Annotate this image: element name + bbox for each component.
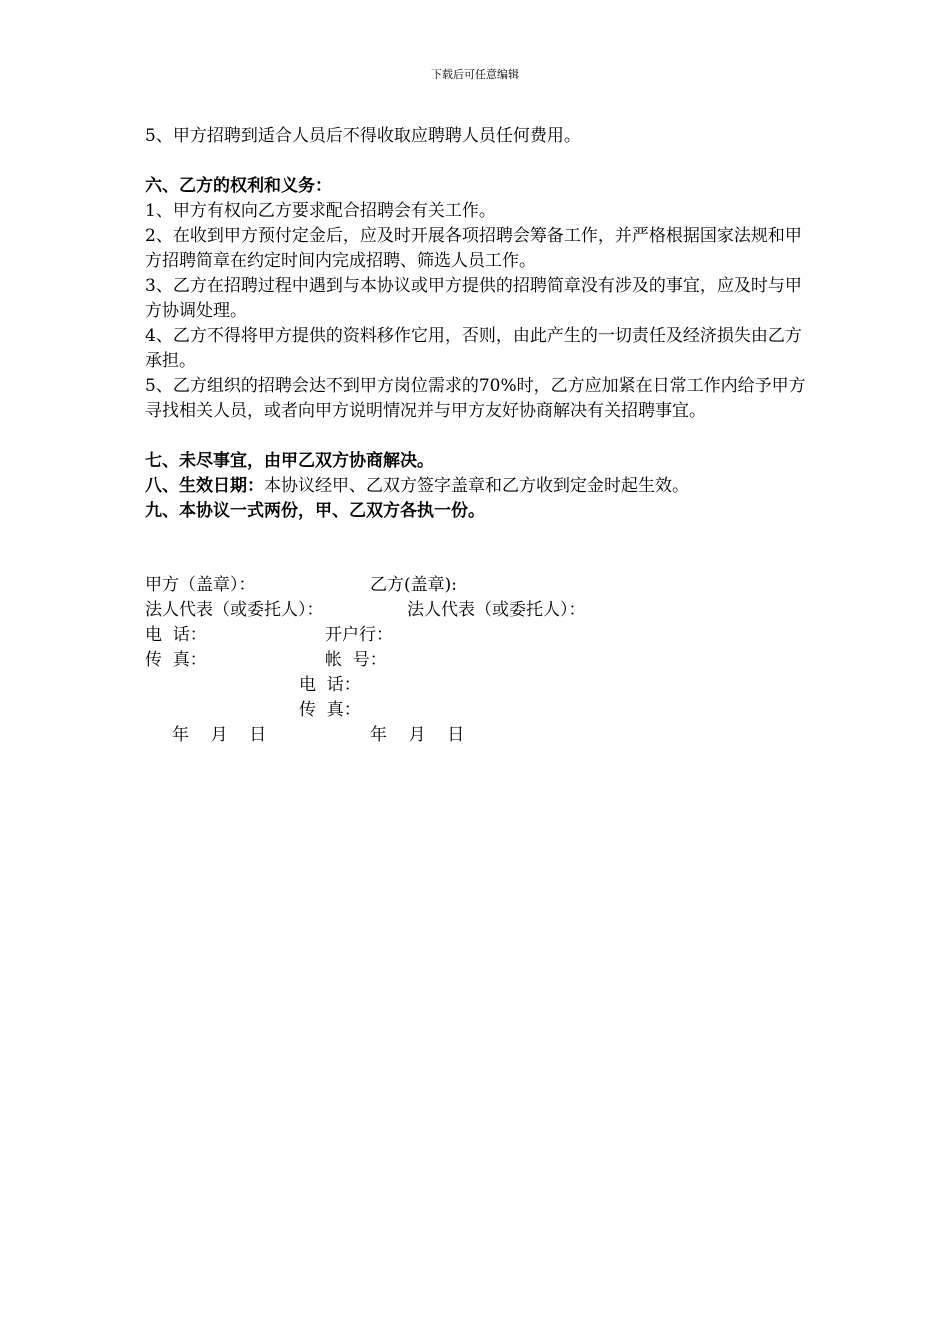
section-7: 七、未尽事宜，由甲乙双方协商解决。 <box>145 451 434 471</box>
party-b-date: 年 月 日 <box>370 725 465 745</box>
party-b-fax-label: 传 真： <box>299 700 361 720</box>
page-header: 下载后可任意编辑 <box>431 68 519 81</box>
party-b-bank-label: 开户行： <box>325 625 393 645</box>
party-a-phone-label: 电 话： <box>145 625 207 645</box>
document-body <box>145 124 810 524</box>
party-a-rep-label: 法人代表（或委托人）： <box>145 600 324 620</box>
section-6-item-1: 1、甲方有权向乙方要求配合招聘会有关工作。 <box>145 201 496 221</box>
clause-5-5: 5、甲方招聘到适合人员后不得收取应聘聘人员任何费用。 <box>145 126 581 146</box>
section-8-text: 本协议经甲、乙双方签字盖章和乙方收到定金时起生效。 <box>264 476 689 496</box>
party-a-fax-label: 传 真： <box>145 650 207 670</box>
section-6-title: 六、乙方的权利和义务： <box>145 176 332 196</box>
section-6-item-4: 4、乙方不得将甲方提供的资料移作它用，否则，由此产生的一切责任及经济损失由乙方承担。 <box>145 326 802 371</box>
section-9: 九、本协议一式两份，甲、乙双方各执一份。 <box>145 501 485 521</box>
section-8-title: 八、生效日期： <box>145 476 264 496</box>
party-a-seal-label: 甲方（盖章）： <box>145 575 256 595</box>
section-6-item-2: 2、在收到甲方预付定金后，应及时开展各项招聘会筹备工作，并严格根据国家法规和甲方招聘简章在约定时间内完成招聘、筛选人员工作。 <box>145 226 802 271</box>
party-b-seal-label: 乙方(盖章): <box>370 575 457 595</box>
section-6-item-5: 5、乙方组织的招聘会达不到甲方岗位需求的70%时，乙方应加紧在日常工作内给予甲方寻找相关人员，或者向甲方说明情况并与甲方友好协商解决有关招聘事宜。 <box>145 376 806 421</box>
party-b-account-label: 帐 号： <box>325 650 387 670</box>
party-b-phone-label: 电 话： <box>299 675 361 695</box>
party-a-date: 年 月 日 <box>172 725 267 745</box>
section-6-item-3: 3、乙方在招聘过程中遇到与本协议或甲方提供的招聘简章没有涉及的事宜，应及时与甲方协调处理。 <box>145 276 802 321</box>
section-8 <box>145 474 810 499</box>
party-b-rep-label: 法人代表（或委托人）： <box>407 600 586 620</box>
